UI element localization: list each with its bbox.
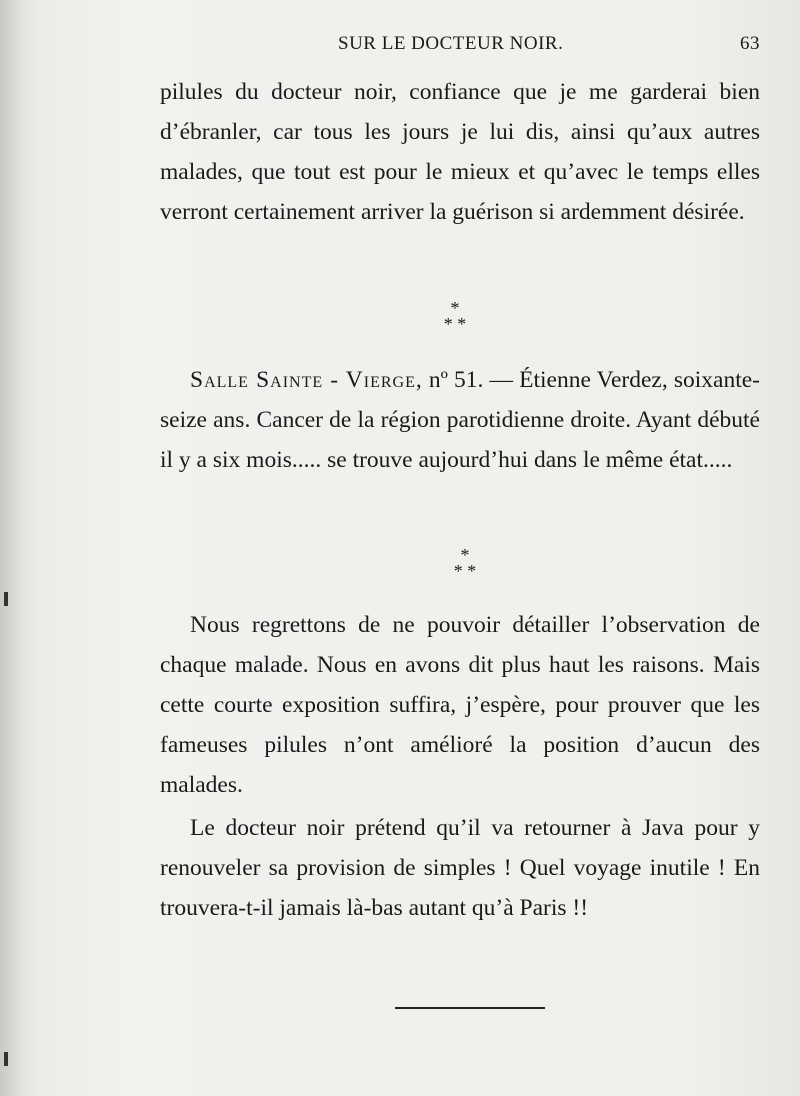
paragraph-text: Nous regrettons de ne pouvoir détailler l’observation de chaque malade. Nous en avons dit plus haut les raisons. Mais cette courte exposition suffira, j’espère, pour prouver que les fameuses pilules n’ont amélioré la position d’aucun des malades. <box>160 612 760 798</box>
page-gutter <box>0 0 22 1096</box>
paragraph-3 <box>160 605 760 805</box>
paragraph-text <box>160 360 760 480</box>
asterism-top: * <box>460 545 470 565</box>
case-description: nº 51. — Étienne Verdez, soixante-seize ans. Cancer de la région parotidienne droite. Ayant débuté il y a six mois..... se trouve aujourd’hui dans le même état..... <box>160 367 760 473</box>
paragraph-text: pilules du docteur noir, confiance que je me garderai bien d’ébranler, car tous les jours je lui dis, ainsi qu’aux autres malades, que tout est pour le mieux et qu’avec le temps elles verront certainement arriver la guérison si ardemment désirée. <box>160 79 760 225</box>
edge-mark <box>4 1052 8 1066</box>
asterism-ornament-1 <box>425 300 485 340</box>
running-title: SUR LE DOCTEUR NOIR. <box>338 33 564 54</box>
asterism-bottom: * * <box>443 314 467 334</box>
paragraph-2 <box>160 360 760 480</box>
asterism-bottom: * * <box>453 561 477 581</box>
edge-mark <box>4 592 8 606</box>
end-rule <box>395 1007 545 1009</box>
asterism-top: * <box>450 298 460 318</box>
asterism-ornament-2 <box>435 547 495 587</box>
ward-name: Salle Sainte - Vierge, <box>190 367 423 393</box>
page-number: 63 <box>740 33 760 54</box>
page-header <box>160 33 760 59</box>
paragraph-4 <box>160 808 760 928</box>
paragraph-text: Le docteur noir prétend qu’il va retourner à Java pour y renouveler sa provision de simples ! Quel voyage inutile ! En trouvera-t-il jamais là-bas autant qu’à Paris !! <box>160 815 760 921</box>
paragraph-1 <box>160 72 760 232</box>
